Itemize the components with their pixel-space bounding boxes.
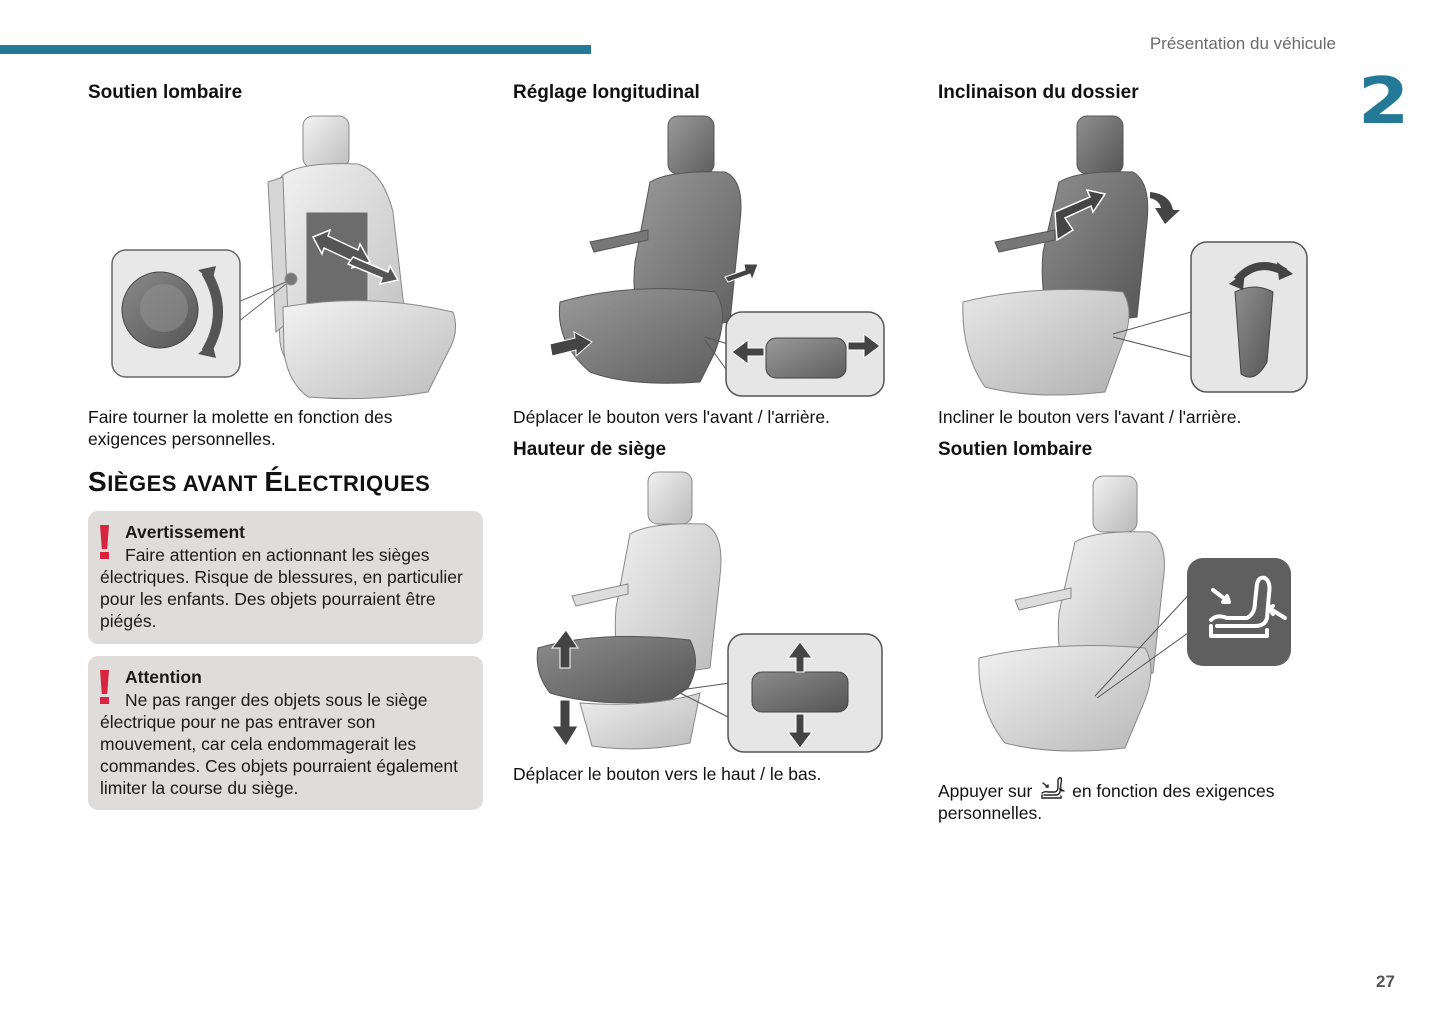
chapter-number: 2 [1358,65,1407,139]
electric-lumbar-support-illustration [955,468,1305,758]
lumbar-support-icon [1039,775,1065,801]
seat-height-adjustment-illustration [530,468,890,758]
caution-title: Attention [125,667,202,687]
heading-longitudinal-adjustment: Réglage longitudinal [513,82,700,103]
warning-text: Faire attention en actionnant les sièges électriques. Risque de blessures, en particulier pour les enfants. Des objets pourraient être piégés. [100,545,463,631]
caption-line: exigences personnelles. [88,429,276,449]
caption-text: Appuyer sur [938,781,1033,801]
caption-lumbar-support-electric [938,775,1274,824]
caption-line [938,775,1274,802]
heading-initial: É [264,466,284,497]
caption-line: Faire tourner la molette en fonction des [88,407,393,427]
section-heading-electric-front-seats [88,466,430,498]
header-accent-bar [0,45,591,54]
heading-smallcaps: IÈGES AVANT [107,471,265,496]
heading-initial: S [88,466,108,497]
heading-seat-height: Hauteur de siège [513,439,667,460]
caption-lumbar-support-manual [88,406,392,450]
warning-box [88,511,483,644]
caution-box [88,656,483,810]
caption-longitudinal-adjustment: Déplacer le bouton vers l'avant / l'arrière. [513,407,830,427]
section-title: Présentation du véhicule [1149,34,1336,53]
page-number: 27 [1376,972,1395,991]
warning-title: Avertissement [125,522,245,542]
manual-lumbar-support-illustration [108,112,468,407]
heading-smallcaps: LECTRIQUES [283,471,431,496]
caption-line: personnelles. [938,803,1043,823]
caption-text: en fonction des exigences [1072,781,1275,801]
heading-backrest-recline: Inclinaison du dossier [938,82,1139,103]
heading-lumbar-support-electric: Soutien lombaire [938,439,1093,460]
caution-text: Ne pas ranger des objets sous le siège électrique pour ne pas entraver son mouvement, car cela endommagerait les commandes. Ces objets pourraient également limiter la course du siège. [100,690,458,798]
caption-backrest-recline: Incliner le bouton vers l'avant / l'arrière. [938,407,1242,427]
caption-seat-height: Déplacer le bouton vers le haut / le bas. [513,764,822,784]
longitudinal-adjustment-illustration [530,112,890,402]
heading-lumbar-support-manual: Soutien lombaire [88,82,243,103]
backrest-recline-illustration [955,112,1315,402]
